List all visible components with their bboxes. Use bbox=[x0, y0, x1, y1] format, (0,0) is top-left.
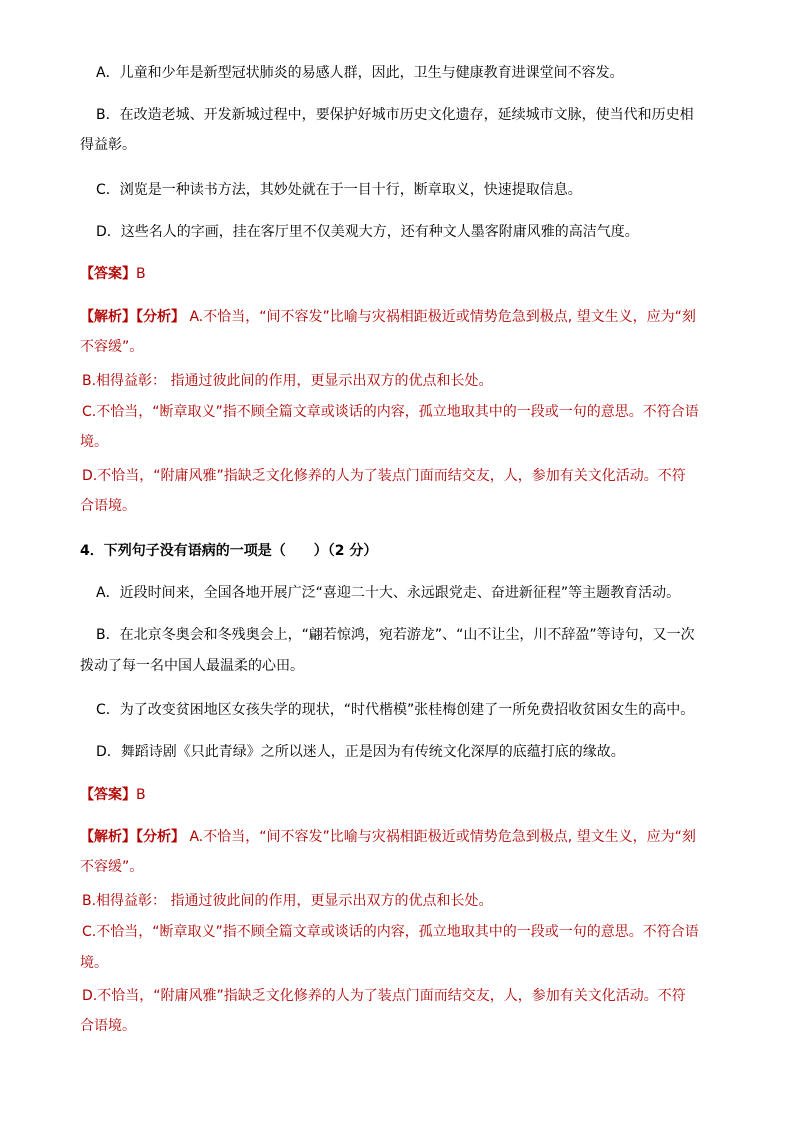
answer-value: B bbox=[136, 266, 146, 282]
q4-option-b-line2: 拨动了每一名中国人最温柔的心田。 bbox=[80, 658, 304, 674]
analysis-row-a bbox=[80, 307, 696, 327]
q4-analysis-c-line2: 境。 bbox=[80, 955, 108, 971]
option-b-line1: B．在改造老城、开发新城过程中，要保护好城市历史文化遗存，延续城市文脉，使当代和历史相 bbox=[96, 107, 694, 123]
q4-analysis-a-line2: 不容缓”。 bbox=[80, 859, 144, 875]
q4-option-d: D．舞蹈诗剧《只此青绿》之所以迷人，正是因为有传统文化深厚的底蕴打底的缘故。 bbox=[96, 744, 625, 760]
option-c: C．浏览是一种读书方法，其妙处就在于一目十行，断章取义，快速提取信息。 bbox=[96, 182, 582, 198]
q4-answer-label: 【答案】 bbox=[80, 787, 136, 803]
q4-analysis-label: 【解析】【分析】 bbox=[80, 829, 185, 845]
analysis-a-line1: A.不恰当，“间不容发”比喻与灾祸相距极近或情势危急到极点, 望文生义，应为“刻 bbox=[189, 309, 696, 325]
q4-analysis-d-line1: D.不恰当，“附庸风雅”指缺乏文化修养的人为了装点门面而结交友，人，参加有关文化活动。不符 bbox=[82, 988, 686, 1004]
analysis-b: B.相得益彰： 指通过彼此间的作用，更显示出双方的优点和长处。 bbox=[82, 373, 493, 389]
analysis-c-line2: 境。 bbox=[80, 434, 108, 450]
q4-option-a: A．近段时间来，全国各地开展广泛“喜迎二十大、永远跟党走、奋进新征程”等主题教育活动。 bbox=[96, 585, 681, 601]
option-a: A．儿童和少年是新型冠状肺炎的易感人群，因此，卫生与健康教育进课堂间不容发。 bbox=[96, 65, 624, 81]
analysis-a-line2: 不容缓”。 bbox=[80, 339, 144, 355]
analysis-d-line2: 合语境。 bbox=[80, 498, 136, 514]
analysis-label: 【解析】【分析】 bbox=[80, 309, 185, 325]
q4-analysis-row-a bbox=[80, 827, 696, 847]
analysis-d-line1: D.不恰当，“附庸风雅”指缺乏文化修养的人为了装点门面而结交友，人，参加有关文化活动。不符 bbox=[82, 468, 686, 484]
q4-answer-value: B bbox=[136, 787, 146, 803]
answer-label: 【答案】 bbox=[80, 266, 136, 282]
option-d: D．这些名人的字画，挂在客厅里不仅美观大方，还有种文人墨客附庸风雅的高洁气度。 bbox=[96, 224, 639, 240]
q4-analysis-a-line1: A.不恰当，“间不容发”比喻与灾祸相距极近或情势危急到极点, 望文生义，应为“刻 bbox=[189, 829, 696, 845]
q4-analysis-c-line1: C.不恰当，“断章取义”指不顾全篇文章或谈话的内容，孤立地取其中的一段或一句的意思。不符合语 bbox=[82, 924, 699, 940]
q4-option-c: C．为了改变贫困地区女孩失学的现状，“时代楷模”张桂梅创建了一所免费招收贫困女生的高中。 bbox=[96, 702, 695, 718]
q4-answer-row bbox=[80, 785, 146, 805]
q4-analysis-b: B.相得益彰： 指通过彼此间的作用，更显示出双方的优点和长处。 bbox=[82, 893, 493, 909]
analysis-c-line1: C.不恰当，“断章取义”指不顾全篇文章或谈话的内容，孤立地取其中的一段或一句的意思。不符合语 bbox=[82, 404, 699, 420]
q4-option-b-line1: B．在北京冬奥会和冬残奥会上，“翩若惊鸿，宛若游龙”、“山不让尘，川不辞盈”等诗句，又一次 bbox=[96, 627, 695, 643]
answer-row bbox=[80, 264, 146, 284]
option-b-line2: 得益彰。 bbox=[80, 137, 136, 153]
question-4-stem: 4．下列句子没有语病的一项是（ ）（2 分） bbox=[80, 543, 378, 559]
q4-analysis-d-line2: 合语境。 bbox=[80, 1018, 136, 1034]
